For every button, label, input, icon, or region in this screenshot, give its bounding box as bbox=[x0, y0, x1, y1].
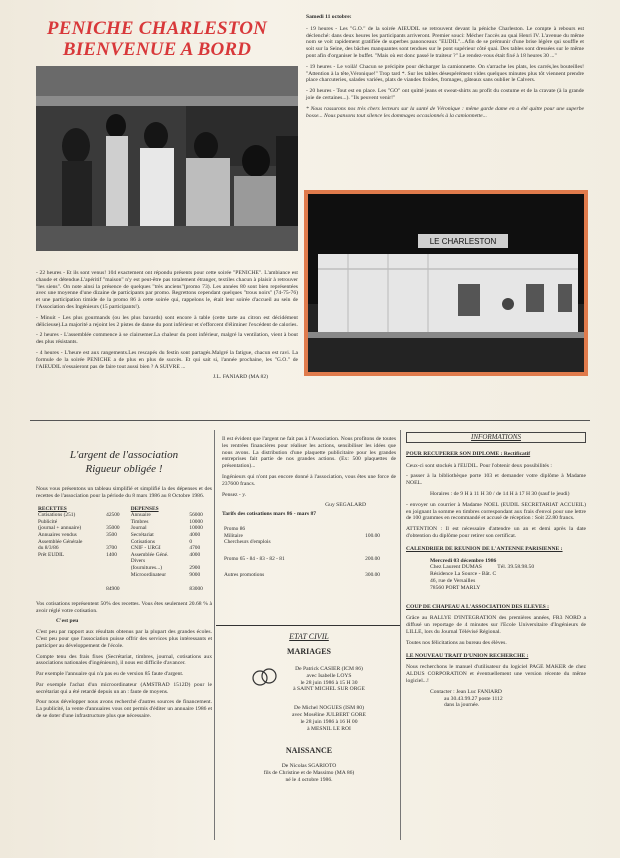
line: Chez Laurent DUMAS bbox=[430, 564, 482, 571]
paragraph: Ingénieurs qui n'ont pas encore donné à l'association, vous êtes une force de 237600 francs. bbox=[222, 473, 396, 487]
cell bbox=[187, 558, 212, 565]
table-row bbox=[222, 546, 382, 563]
cell: 9000 bbox=[189, 571, 201, 578]
cell: Publicité bbox=[38, 518, 58, 525]
paragraph: Horaires : de 9 H à 11 H 30 / de 14 H à 17 H 30 (sauf le jeudi) bbox=[430, 490, 570, 497]
table-row bbox=[222, 526, 382, 533]
recettes-header: RECETTES bbox=[38, 505, 67, 512]
cell: 200.00 bbox=[365, 555, 380, 562]
cell bbox=[104, 558, 129, 565]
cell bbox=[346, 539, 382, 546]
line: dans la journée. bbox=[444, 702, 480, 709]
etat-civil-title: ETAT CIVIL bbox=[289, 632, 329, 641]
line: De Patrick CASIER (ICM 86) bbox=[295, 666, 363, 672]
title-line-2: BIENVENUE A BORD bbox=[62, 39, 252, 60]
diplome-title: POUR RECUPERER SON DIPLOME : Rectificatif bbox=[406, 450, 531, 457]
title-line-1: PENICHE CHARLESTON bbox=[46, 18, 268, 39]
line: Résidence La Source - Bât. C bbox=[430, 571, 497, 578]
paragraph: Il est évident que l'argent ne fait pas à l'Association. Nous profitons de toutes les rentrées financières pour réaliser les actions, sensibiliser les idées que nous avons. La distribution d'une plaquette publicitaire pour les grandes entreprises fait partie de nos grandes actions. (Ex: 500 plaquettes de présentation)... bbox=[222, 436, 396, 470]
finances-title-line-1: L'argent de l'association bbox=[69, 449, 179, 461]
cell: Divers bbox=[130, 558, 146, 565]
cell: Journal bbox=[130, 525, 147, 532]
cell: Annuaire bbox=[130, 512, 151, 519]
finances-title bbox=[36, 448, 212, 476]
etat-civil-divider bbox=[216, 625, 400, 626]
table-row bbox=[222, 539, 382, 546]
paragraph: Toutes nos félicitations au bureau des élèves. bbox=[406, 639, 507, 646]
line: De Michel NOGUES (ISM 80) bbox=[294, 705, 364, 712]
line: De Nicolas SGARIOTO bbox=[281, 763, 337, 770]
table-row bbox=[36, 565, 212, 572]
cell: (journal + annuaire) bbox=[38, 525, 82, 532]
paragraph: Nous recherchons le manuel d'utilisateur du logiciel PAGE MAKER de chez ALDUS CORPORATION et éventuellement une version récente du même logiciel...! bbox=[406, 664, 586, 684]
boat-sign-text: LE CHARLESTON bbox=[429, 237, 497, 246]
cell: 3700 bbox=[106, 545, 117, 552]
column-divider bbox=[214, 430, 215, 840]
table-row bbox=[36, 545, 212, 552]
line: le 28 juin 1986 à 15 H 30 bbox=[300, 679, 358, 686]
paragraph: ATTENTION : Il est nécessaire d'attendre un an et demi après la date d'obtention du diplôme pour retirer son certificat. bbox=[406, 526, 586, 539]
tarifs-title: Tarifs des cotisations mars 86 - mars 87 bbox=[222, 511, 317, 518]
finances-table bbox=[36, 506, 212, 593]
naissance-title: NAISSANCE bbox=[285, 746, 333, 756]
article-paragraph: - 22 heures - Et ils sont venus! 104 exactement ont répondu présents pour cette soirée "PENICHE". L'ambiance est chaude et détendue.L'apéritif "maison" n'y est peut-être pas totalement étranger, textiles chacun à plaisir à retrouver "les siens". On note ainsi la présence de quelques "très anciens"(promo 73). Les années 80 sont bien représentées avec une moyenne d'une dizaine de participants par promo. Regrettons cependant quelques "trous noirs" (74-75-76) et une participation timide de la promo 86 à cette soirée qui, rappelons le, était leur soirée d'accueil au sein de l'Association des Ingénieurs (15 participants!). bbox=[36, 270, 298, 310]
line: avec Isabelle LOYS bbox=[306, 672, 352, 679]
column-divider bbox=[400, 430, 401, 840]
coup-title: COUP DE CHAPEAU A L'ASSOCIATION DES ELEVES : bbox=[406, 603, 550, 610]
cell: 0 bbox=[189, 538, 193, 545]
total-depenses: 83000 bbox=[189, 586, 203, 593]
article-signature: J.L. FANIARD (MA 82) bbox=[212, 374, 268, 381]
line: Tél. 39.58.98.50 bbox=[497, 564, 535, 571]
line: fils de Christine et de Massimo (MA 86) bbox=[263, 770, 355, 777]
cell: 10000 bbox=[189, 518, 203, 525]
line: au 30.43.99.27 poste 1112 bbox=[444, 695, 503, 702]
paragraph: Vos cotisations représentent 50% des recettes. Vous êtes seulement 20.68 % à avoir réglé votre cotisation. bbox=[36, 600, 212, 614]
line: Mercredi 03 décembre 1986 bbox=[430, 557, 497, 564]
article-paragraph: - 2 heures - L'assemblée commence à se clairsemer.La chaleur du pont inférieur, malgré la ventilation, vient à bout des plus résistants. bbox=[36, 332, 298, 346]
cell: Assemblée Géné. bbox=[130, 551, 169, 558]
article-paragraph: - Minuit - Les plus gourmands (ou les plus bavards) sont encore à table (cette tarte au citron est décidément délicieuse).La majorité a rejoint les 2 pistes de danse du pont inférieur et s'efforcent d'éliminer l'excédent de calories. bbox=[36, 314, 298, 328]
table-row bbox=[36, 572, 212, 579]
mariage-entry bbox=[262, 666, 396, 693]
cell: Annuaires vendus bbox=[38, 531, 77, 538]
table-row bbox=[222, 562, 382, 579]
paragraph: - envoyer un courrier à Madame NOEL (EUDIL SECRETARIAT ACCUEIL) en joignant la somme en timbres correspondant aux frais d'envoi pour une lettre de 100 grammes en recommandé et accusé de réception : Soit 22.80 francs. bbox=[406, 501, 586, 522]
cell: Autres promotions bbox=[224, 572, 265, 579]
table-row bbox=[36, 558, 212, 565]
cell: 10000 bbox=[189, 525, 203, 532]
etat-civil-section bbox=[222, 632, 396, 784]
line: à SAINT MICHEL SUR ORGE bbox=[293, 686, 365, 693]
depenses-header: DEPENSES bbox=[130, 505, 159, 512]
cell bbox=[346, 526, 382, 533]
article-paragraph: - 19 heures - Le voilà! Chacun se précipite pour décharger la camionnette. On s'arrache les plats, les carrés,les bouteilles! "Attention à la tête,Véronique!" Trop tard *. Sur les tables désespérément vides quelques minutes plus tôt viennent prendre place charcuteries, salades variées, plats de viandes froides, fromages, gâteaux sans oublier le Calvers. bbox=[306, 63, 584, 84]
finances-intro: Nous vous présentons un tableau simplifié et simplifié la des dépenses et des recettes de l'association pour la période du 8 mars 1986 au 8 Octobre 1986. bbox=[36, 486, 212, 499]
cell: Prêt EUDIL bbox=[38, 551, 65, 558]
dancing-crowd-photo bbox=[36, 66, 298, 251]
mariage-entry bbox=[262, 705, 396, 732]
article-paragraph: - 4 heures - L'heure est aux rangements.Les rescapés du festin sont partagés.Malgré la fatigue, chacun est ravi. La formule de la soirée PENICHE a de plus en plus de succès. Et qui sait si, l'année prochaine, les "G.O." de l'AIEUDIL n'essaieront pas de faire tout aussi bien ? A SUIVRE ... bbox=[36, 349, 298, 370]
finances-paragraphs bbox=[36, 601, 212, 720]
cell: 4000 bbox=[189, 551, 201, 558]
cell bbox=[36, 572, 104, 579]
calendrier-title: CALENDRIER DE REUNION DE L'ANTENNE PARISIENNE : bbox=[406, 545, 563, 552]
paragraph: Compte tenu des frais fixes (Secrétariat, timbres, journal, cotisations aux associations nationales d'ingénieurs), il nous est difficile d'avancer. bbox=[36, 653, 212, 667]
table-row bbox=[36, 525, 212, 532]
paragraph: Grâce au RALLYE D'INTEGRATION des premières années, FR3 NORD a diffusé un reportage de 4 minutes sur l'Ecole Universitaire d'Ingénieurs de LILLE, lors du Journal Télévisé Régional. bbox=[406, 615, 586, 635]
naissance-entry bbox=[222, 763, 396, 783]
middle-signature: Guy SEGALARD bbox=[325, 502, 366, 509]
cell: 4700 bbox=[189, 545, 201, 552]
article-left-column bbox=[36, 270, 298, 381]
cell: Cotisations (251) bbox=[38, 512, 76, 519]
line: né le 4 octobre 1986. bbox=[285, 776, 333, 783]
peniche-charleston-photo bbox=[304, 190, 588, 376]
cell bbox=[104, 572, 129, 579]
finances-column bbox=[36, 448, 212, 724]
paragraph: Pour nous développer nous avons recherché d'autres sources de financement. La publicité, la vente d'annuaires vous ont permis d'éditer un annuaire 1986 et de se doter d'une infrastructure plus que nécessaire. bbox=[36, 699, 212, 720]
cell: Promo 65 - 84 - 83 - 82 - 81 bbox=[224, 555, 285, 562]
cell: 1400 bbox=[106, 551, 117, 558]
line: le 28 juin 1986 à 16 H 00 bbox=[300, 718, 358, 725]
article-right-column bbox=[306, 14, 584, 123]
line: Contacter : Jean Luc FANIARD bbox=[430, 688, 502, 695]
cell: 42500 bbox=[106, 512, 120, 519]
paragraph: Par exemple l'achat d'un microordinateur (AMSTRAD 1512D) pour le secrétariat qui a été retardé depuis un an : faute de moyens. bbox=[36, 681, 212, 695]
wedding-rings-icon bbox=[250, 664, 280, 690]
contact-details bbox=[430, 689, 586, 709]
cell: 300.00 bbox=[365, 572, 380, 579]
paragraph: Ceux-ci sont stockés à l'EUDIL. Pour l'obtenir deux possibilités : bbox=[406, 462, 552, 469]
cell bbox=[36, 558, 104, 565]
cell: 56000 bbox=[189, 512, 203, 519]
cell: Militaire bbox=[224, 532, 243, 539]
cell: CNIF - URGI bbox=[130, 545, 161, 552]
table-row bbox=[222, 533, 382, 540]
cell: Cotisations bbox=[130, 538, 155, 545]
cell: 35000 bbox=[106, 525, 120, 532]
finances-title-line-2: Rigueur obligée ! bbox=[85, 463, 163, 475]
table-row bbox=[36, 532, 212, 539]
cell: Timbres bbox=[130, 518, 149, 525]
cell: Promo 86 bbox=[224, 525, 246, 532]
line: avec Moséline JULBERT GORE bbox=[292, 711, 366, 718]
cell: Chercheurs d'emplois bbox=[224, 539, 271, 546]
cell bbox=[104, 565, 129, 572]
cell: Secrétariat bbox=[130, 531, 154, 538]
section-divider bbox=[30, 420, 590, 421]
cell: 2900 bbox=[189, 564, 201, 571]
cell: Assemblée Générale bbox=[38, 538, 83, 545]
cell bbox=[36, 565, 104, 572]
table-row bbox=[36, 539, 212, 546]
page-title bbox=[22, 18, 292, 60]
article-paragraph: - 20 heures - Tout est en place. Les "GO" ont quitté jeans et sweat-shirts au profit du costume et de la cravate (à la grande joie de certaines...). "Ils peuvent venir!" bbox=[306, 88, 584, 101]
informations-title: INFORMATIONS bbox=[406, 432, 586, 443]
middle-column bbox=[222, 436, 396, 579]
total-recettes: 84900 bbox=[106, 586, 120, 593]
cell: 100.00 bbox=[365, 532, 380, 539]
cell: Microordinateur bbox=[130, 571, 167, 578]
cell: 4000 bbox=[189, 531, 201, 538]
calendrier-details bbox=[430, 558, 586, 592]
line: 78560 PORT MARLY bbox=[430, 584, 481, 591]
article-footnote: * Nous rassurons nos très chers lecteurs sur la santé de Véronique : même garde dame en a été quitte pour une superbe bosse... Nous pansons tout silence les dommages occasionnés à la camionnette... bbox=[306, 105, 584, 119]
date-heading: Samedi 11 octobre: bbox=[306, 14, 352, 20]
line: à MESNIL LE ROI bbox=[307, 725, 351, 732]
mariages-title: MARIAGES bbox=[286, 647, 331, 656]
paragraph: - passer à la bibliothèque porte 103 et demander votre diplôme à Madame NOEL. bbox=[406, 473, 586, 487]
cell: 3500 bbox=[106, 531, 117, 538]
cell bbox=[104, 539, 129, 546]
totals-row bbox=[36, 578, 212, 593]
informations-column bbox=[406, 432, 586, 709]
article-paragraph: - 19 heures - Les "G.O." de la soirée AIEUDIL se retrouvent devant la péniche Charleston. Le compte à rebours est déclenché: dans deux heures les participants arriveront. Premier souci: Mécher l'accès au quai Henri IV. L'avenue du même nom se voit rapidement gratifiée de superbes panonceaux "EUDIL"...Afin de se prémunir d'une brise légère qui souffle et soit sur la Seine, des bâches manquantes sont tendues sur le pont supérieur côté quai. Des tables sont dressées sur le même pont afin d'organiser le buffet. "Mais où est donc passé le traiteur ?" Le rendez-vous était fixé à 18 heures 30 ..." bbox=[306, 25, 584, 59]
cell: (fournitures...) bbox=[130, 564, 162, 571]
paragraph: C'est peu bbox=[56, 618, 79, 625]
tarifs-table bbox=[222, 526, 382, 579]
table-row bbox=[36, 552, 212, 559]
table-row bbox=[36, 512, 212, 519]
paragraph: Pensez - y. bbox=[222, 491, 247, 498]
paragraph: Par exemple l'annuaire qui n'a pas eu de version 85 faute d'argent. bbox=[36, 671, 184, 678]
cell: du 8/3/86 bbox=[38, 545, 59, 552]
trait-title: LE NOUVEAU TRAIT D'UNION RECHERCHE : bbox=[406, 652, 529, 659]
paragraph: C'est peu par rapport aux résultats obtenus par la plupart des grandes écoles. C'est peu pour que l'association puisse offrir des services plus intéressants et participer au développement de l'école. bbox=[36, 629, 212, 649]
line: 46, rue de Versailles bbox=[430, 577, 476, 584]
cell bbox=[104, 519, 129, 526]
